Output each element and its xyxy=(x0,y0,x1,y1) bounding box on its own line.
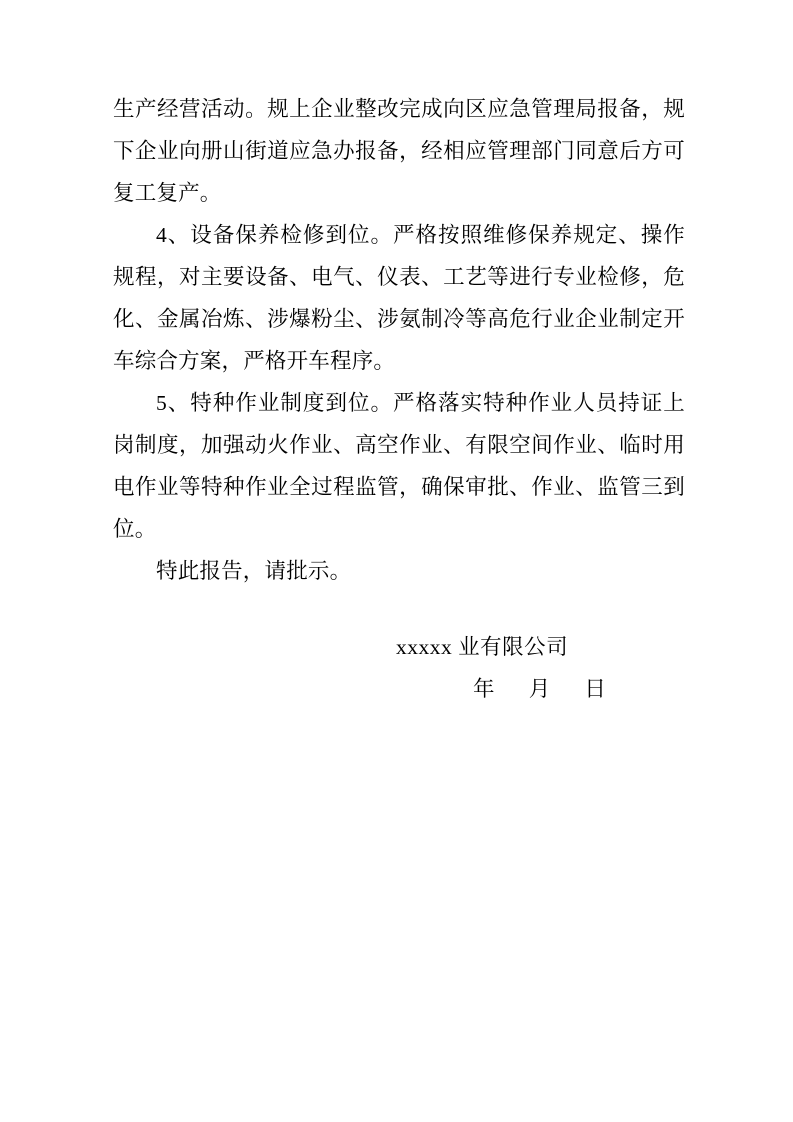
signature-block xyxy=(113,626,685,710)
signature-date-day: 日 xyxy=(584,677,607,701)
paragraph-item-4: 4、设备保养检修到位。严格按照维修保养规定、操作规程，对主要设备、电气、仪表、工艺等进行专业检修，危化、金属冶炼、涉爆粉尘、涉氨制冷等高危行业企业制定开车综合方案，严格开车程序。 xyxy=(113,223,685,373)
document-body xyxy=(113,88,685,710)
signature-date xyxy=(113,668,685,710)
paragraph-item-5: 5、特种作业制度到位。严格落实特种作业人员持证上岗制度，加强动火作业、高空作业、有限空间作业、临时用电作业等特种作业全过程监管，确保审批、作业、监管三到位。 xyxy=(113,391,685,541)
signature-date-year: 年 xyxy=(473,677,495,701)
paragraph-closing: 特此报告，请批示。 xyxy=(156,559,352,583)
signature-company: xxxxx 业有限公司 xyxy=(396,635,569,659)
signature-date-month: 月 xyxy=(528,677,551,701)
paragraph-continuation: 生产经营活动。规上企业整改完成向区应急管理局报备，规下企业向册山街道应急办报备，经相应管理部门同意后方可复工复产。 xyxy=(113,97,685,205)
